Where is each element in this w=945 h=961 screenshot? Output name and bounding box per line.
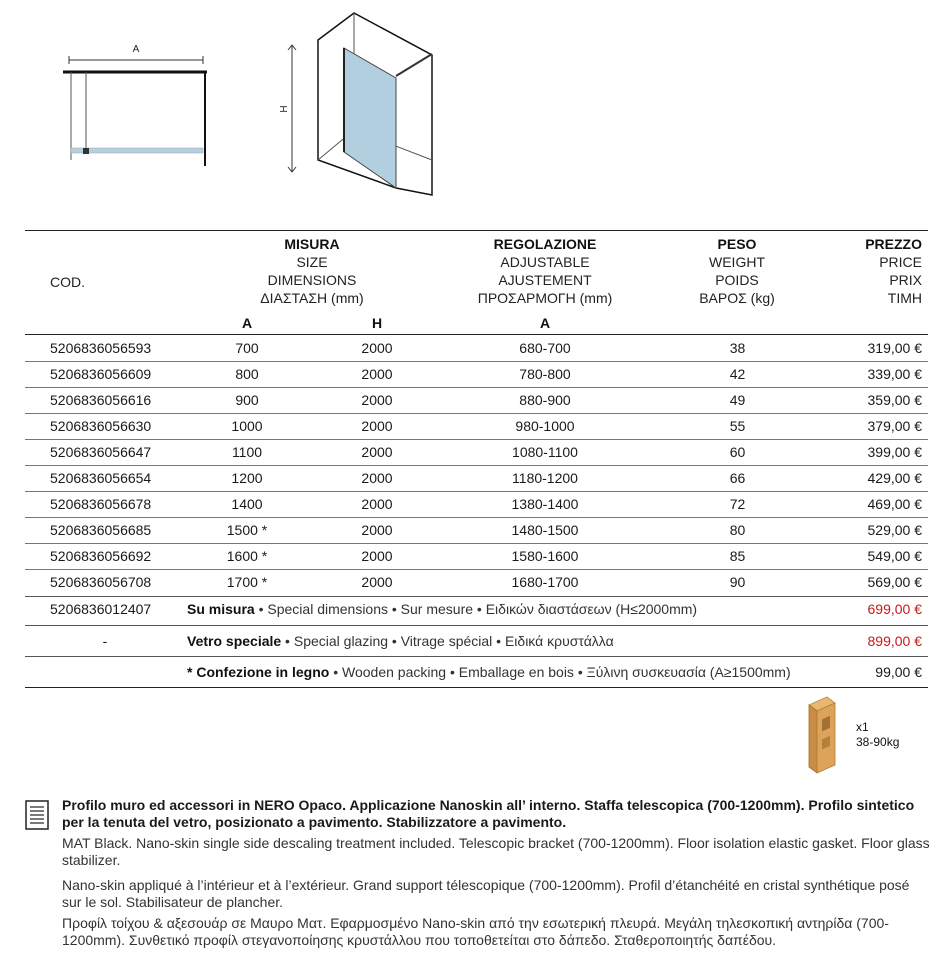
weight-kg: 38 [729, 340, 746, 356]
divider [25, 596, 928, 597]
product-code: 5206836056678 [50, 496, 152, 512]
header-adjustable: REGOLAZIONE ADJUSTABLE AJUSTEMENT ΠΡΟΣΑΡΜΟΓΗ (mm) [477, 236, 613, 306]
table-row [25, 387, 928, 413]
height-h: 2000 [361, 522, 393, 538]
height-h: 2000 [361, 366, 393, 382]
height-h: 2000 [361, 574, 393, 590]
iso-dimension-label: H [279, 105, 290, 113]
height-h: 2000 [361, 470, 393, 486]
weight-kg: 72 [729, 496, 746, 512]
option-code: 5206836012407 [50, 601, 152, 617]
table-row [25, 569, 928, 595]
wooden-box-icon [805, 695, 850, 775]
product-code: 5206836056654 [50, 470, 152, 486]
header-weight: PESO WEIGHT POIDS ΒΑΡΟΣ (kg) [699, 236, 775, 306]
table-bottom-rule [25, 687, 928, 688]
note-english: MAT Black. Nano-skin single side descaling treatment included. Telescopic bracket (700-1200mm). Floor isolation elastic gasket. Floor glass stabilizer. [62, 835, 930, 868]
table-row [25, 413, 928, 439]
weight-kg: 85 [729, 548, 746, 564]
table-row [25, 335, 928, 361]
width-a: 1000 [231, 418, 263, 434]
table-row [25, 517, 928, 543]
adjustable-range: 1080-1100 [512, 444, 578, 460]
height-h: 2000 [361, 444, 393, 460]
height-h: 2000 [361, 392, 393, 408]
width-a: 1400 [231, 496, 263, 512]
adjustable-range: 680-700 [519, 340, 571, 356]
product-code: 5206836056692 [50, 548, 152, 564]
width-a: 900 [235, 392, 259, 408]
option-description: Vetro speciale • Special glazing • Vitrage spécial • Ειδικά κρυστάλλα [187, 633, 614, 649]
width-a: 800 [235, 366, 259, 382]
plan-dimension-label: A [132, 44, 140, 55]
table-row [25, 465, 928, 491]
option-code: - [102, 633, 108, 649]
height-h: 2000 [361, 418, 393, 434]
document-icon [25, 800, 49, 830]
subheader-adjustable-a: A [539, 315, 551, 331]
packing-weight: 38-90kg [856, 735, 900, 749]
height-h: 2000 [361, 340, 393, 356]
note-italian: Profilo muro ed accessori in NERO Opaco. Applicazione Nanoskin all’ interno. Staffa telescopica (700-1200mm). Profilo sintetico per la tenuta del vetro, posizionato a pavimento. Stabilizzatore a pavimento. [62, 797, 915, 830]
price: 429,00 € [867, 470, 922, 486]
product-code: 5206836056616 [50, 392, 152, 408]
width-a: 1100 [231, 444, 263, 460]
table-row [25, 439, 928, 465]
width-a: 700 [235, 340, 259, 356]
note-french: Nano-skin appliqué à l’intérieur et à l’extérieur. Grand support télescopique (700-1200mm). Profil d’étanchéité en cristal synthétique posé sur le sol. Stabilisateur de plancher. [62, 877, 910, 910]
width-a: 1500 * [226, 522, 268, 538]
price: 529,00 € [867, 522, 922, 538]
weight-kg: 66 [729, 470, 746, 486]
product-code: 5206836056593 [50, 340, 152, 356]
adjustable-range: 1380-1400 [511, 496, 579, 512]
price: 549,00 € [867, 548, 922, 564]
weight-kg: 49 [729, 392, 746, 408]
weight-kg: 80 [729, 522, 746, 538]
note-greek: Προφίλ τοίχου & αξεσουάρ σε Μαυρο Ματ. Εφαρμοσμένο Nano-skin από την εσωτερική πλευρά. Μεγάλη τηλεσκοπική αντηρίδα (700-1200mm). Συνθετικό προφίλ στεγανοποίησης κρυστάλλου που τοποθετείται στο δάπεδο. Σταθεροποιητής δαπέδου. [62, 915, 889, 948]
subheader-h: H [371, 315, 383, 331]
adjustable-range: 980-1000 [515, 418, 575, 434]
isometric-view-drawing [272, 10, 447, 200]
price: 319,00 € [867, 340, 922, 356]
weight-kg: 90 [729, 574, 746, 590]
product-code: 5206836056630 [50, 418, 152, 434]
option-description: * Confezione in legno • Wooden packing • Emballage en bois • Ξύλινη συσκευασία (A≥1500mm) [187, 664, 791, 680]
price: 339,00 € [867, 366, 922, 382]
option-price: 699,00 € [867, 601, 922, 617]
table-top-rule [25, 230, 928, 231]
table-row [25, 491, 928, 517]
price: 569,00 € [867, 574, 922, 590]
product-code: 5206836056647 [50, 444, 152, 460]
height-h: 2000 [361, 548, 393, 564]
option-price: 99,00 € [875, 664, 922, 680]
table-row [25, 543, 928, 569]
adjustable-range: 1580-1600 [511, 548, 579, 564]
divider [25, 656, 928, 657]
option-price: 899,00 € [867, 633, 922, 649]
adjustable-range: 880-900 [519, 392, 571, 408]
price: 359,00 € [867, 392, 922, 408]
weight-kg: 55 [729, 418, 746, 434]
product-code: 5206836056685 [50, 522, 152, 538]
option-description: Su misura • Special dimensions • Sur mesure • Ειδικών διαστάσεων (H≤2000mm) [187, 601, 698, 617]
weight-kg: 42 [729, 366, 746, 382]
subheader-a: A [241, 315, 253, 331]
adjustable-range: 1180-1200 [512, 470, 578, 486]
weight-kg: 60 [729, 444, 746, 460]
plan-view-drawing [55, 38, 215, 168]
divider [25, 625, 928, 626]
header-code: COD. [50, 274, 85, 290]
packing-quantity: x1 [856, 720, 869, 734]
height-h: 2000 [361, 496, 393, 512]
price: 399,00 € [867, 444, 922, 460]
price: 469,00 € [867, 496, 922, 512]
width-a: 1700 * [226, 574, 268, 590]
product-code: 5206836056708 [50, 574, 152, 590]
product-code: 5206836056609 [50, 366, 152, 382]
option-row-custom-size [25, 601, 928, 627]
adjustable-range: 780-800 [519, 366, 571, 382]
adjustable-range: 1680-1700 [511, 574, 579, 590]
adjustable-range: 1480-1500 [511, 522, 579, 538]
header-size: MISURA SIZE DIMENSIONS ΔΙΑΣΤΑΣΗ (mm) [260, 236, 364, 306]
width-a: 1600 * [226, 548, 268, 564]
header-price: PREZZO PRICE PRIX ΤΙΜΗ [865, 236, 922, 306]
price: 379,00 € [867, 418, 922, 434]
table-row [25, 361, 928, 387]
width-a: 1200 [231, 470, 263, 486]
